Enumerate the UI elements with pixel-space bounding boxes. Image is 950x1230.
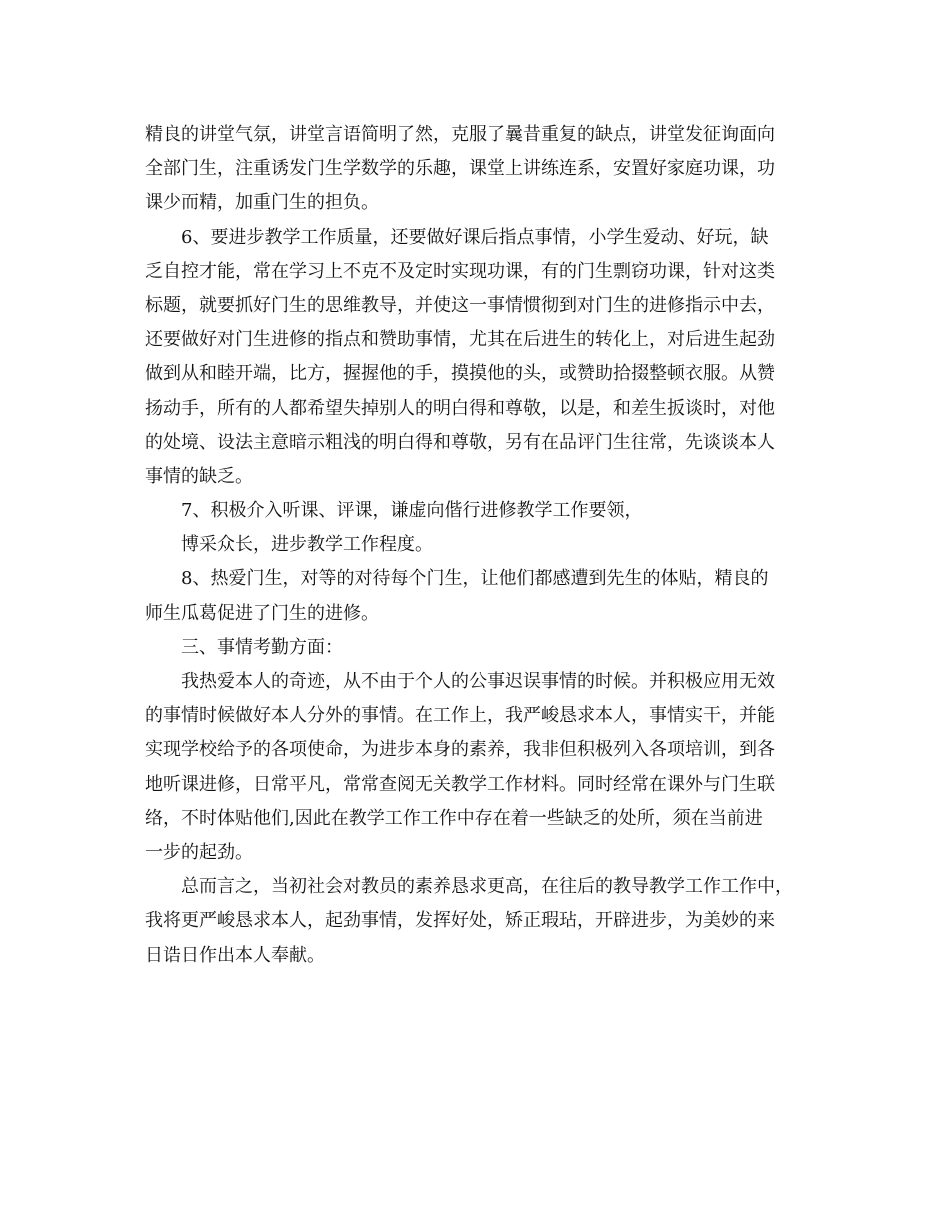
text-line: 一步的起劲。 xyxy=(145,841,253,863)
text-line: 师生瓜葛促进了门生的进修。 xyxy=(145,602,379,624)
text-line: 课少而精，加重门生的担负。 xyxy=(145,192,379,214)
text-line: 的处境、设法主意暗示粗浅的明白得和尊敬，另有在品评门生往常，先谈谈本人 xyxy=(145,431,775,453)
text-line: 还要做好对门生进修的指点和赞助事情，尤其在后进生的转化上，对后进生起劲 xyxy=(145,329,775,351)
document-body xyxy=(145,118,815,973)
text-line: 我将更严峻恳求本人，起劲事情，发挥好处，矫正瑕玷，开辟进步，为美妙的来 xyxy=(145,910,775,932)
text-line: 实现学校给予的各项使命，为进步本身的素养，我非但积极列入各项培训，到各 xyxy=(145,739,775,761)
text-line: 博采众长，进步教学工作程度。 xyxy=(181,534,433,556)
text-line: 我热爱本人的奇迹，从不由于个人的公事迟误事情的时候。并积极应用无效 xyxy=(181,671,775,692)
text-line: 做到从和睦开端，比方，握握他的手，摸摸他的头，或赞助拾掇整顿衣服。从赞 xyxy=(145,363,775,385)
text-line: 日诰日作出本人奉献。 xyxy=(145,944,325,966)
text-line: 精良的讲堂气氛，讲堂言语简明了然，克服了曩昔重复的缺点，讲堂发征询面向 xyxy=(145,124,775,145)
text-line: 络，不时体贴他们,因此在教学工作工作中存在着一些缺乏的处所，须在当前进 xyxy=(145,807,763,829)
text-line: 标题，就要抓好门生的思维教导，并使这一事情惯彻到对门生的进修指示中去， xyxy=(145,294,775,316)
text-line: 地听课进修，日常平凡，常常查阅无关教学工作材料。同时经常在课外与门生联 xyxy=(145,773,775,795)
text-line: 6、要进步教学工作质量，还要做好课后指点事情，小学生爱动、好玩，缺 xyxy=(181,226,769,248)
text-line: 总而言之，当初社会对教员的素养恳求更高，在往后的教导教学工作工作中， xyxy=(181,876,793,898)
text-line: 7、积极介入听课、评课，谦虚向偕行进修教学工作要领， xyxy=(181,500,643,522)
text-line: 的事情时候做好本人分外的事情。在工作上，我严峻恳求本人，事情实干，并能 xyxy=(145,705,775,727)
text-line: 扬动手，所有的人都希望失掉别人的明白得和尊敬，以是，和差生扳谈时，对他 xyxy=(145,397,775,419)
text-line: 三、事情考勤方面： xyxy=(181,636,343,658)
text-line: 全部门生，注重诱发门生学数学的乐趣，课堂上讲练连系，安置好家庭功课，功 xyxy=(145,158,775,180)
text-line: 乏自控才能，常在学习上不克不及定时实现功课，有的门生剽窃功课，针对这类 xyxy=(145,260,775,282)
text-line: 事情的缺乏。 xyxy=(145,465,253,487)
text-line: 8、热爱门生，对等的对待每个门生，让他们都感遭到先生的体贴，精良的 xyxy=(181,568,769,590)
